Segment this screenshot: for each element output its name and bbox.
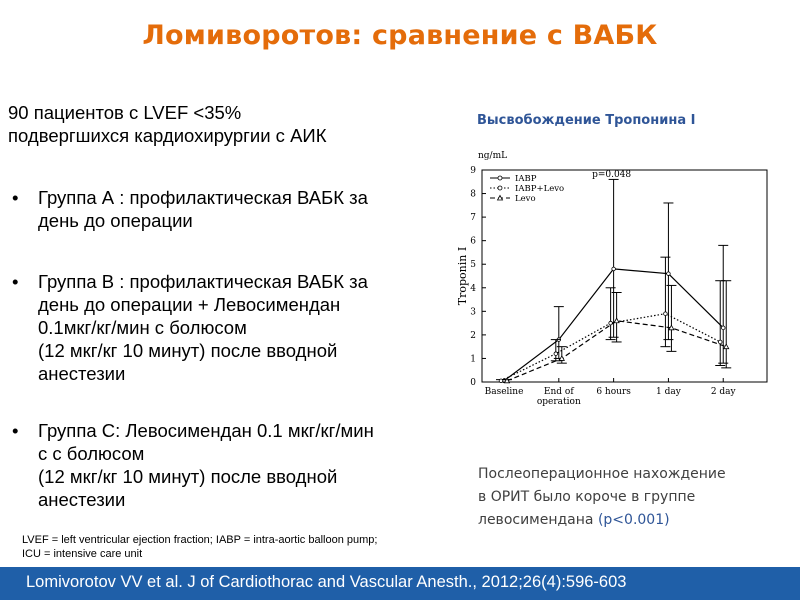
intro-line-1: 90 пациентов с LVEF <35% [8, 102, 242, 123]
data-point [614, 318, 619, 323]
legend-marker [498, 176, 502, 180]
outcome-text: левосимендана [478, 512, 598, 528]
y-tick-label: 3 [470, 307, 476, 318]
footnote-line-2: ICU = intensive care unit [22, 548, 143, 560]
legend-label: IABP [515, 174, 537, 184]
troponin-chart [452, 142, 782, 442]
bullet-dot: • [12, 271, 19, 292]
x-tick-label: 6 hours [596, 387, 631, 397]
x-tick-label: Baseline [484, 387, 524, 397]
bullet-line: анестезии [38, 489, 126, 510]
bullet-line: Группа А : профилактическая ВАБК за [38, 187, 368, 208]
bullet-text [38, 419, 450, 511]
intro-line-2: подвергшихся кардиохирургии с АИК [8, 125, 327, 146]
study-intro [8, 101, 448, 147]
bullet-text [38, 186, 450, 232]
x-tick-label: 1 day [656, 387, 681, 397]
data-point [609, 321, 613, 325]
bullet-dot: • [12, 187, 19, 208]
x-tick-label: operation [536, 397, 581, 407]
y-axis-label: Troponin I [456, 246, 469, 306]
abbreviation-footnote [22, 533, 442, 561]
bullet-line: с с болюсом [38, 443, 145, 464]
y-tick-label: 8 [470, 189, 476, 200]
y-tick-label: 4 [470, 283, 476, 294]
legend-marker [498, 186, 502, 190]
footnote-line-1: LVEF = left ventricular ejection fraction; IABP = intra-aortic balloon pump; [22, 534, 378, 546]
data-point [721, 326, 725, 330]
legend-label: Levo [515, 194, 536, 204]
data-point [612, 267, 616, 271]
y-tick-label: 2 [470, 330, 476, 341]
y-tick-label: 1 [470, 354, 476, 365]
chart-title: Высвобождение Тропонина I [477, 113, 696, 128]
bullet-line: Группа B : профилактическая ВАБК за [38, 271, 368, 292]
citation-bar [0, 567, 800, 600]
data-point [554, 352, 558, 356]
bullet-dot: • [12, 420, 19, 441]
bullet-line: 0.1мкг/кг/мин с болюсом [38, 317, 247, 338]
bullet-line: день до операции [38, 210, 193, 231]
citation-text: Lomivorotov VV et al. J of Cardiothorac and Vascular Anesth., 2012;26(4):596-603 [26, 573, 627, 591]
outcome-note [478, 463, 778, 532]
legend-label: IABP+Levo [515, 184, 565, 194]
bullet-text [38, 270, 450, 385]
bullet-line: (12 мкг/кг 10 минут) после вводной [38, 340, 338, 361]
chart-annotation: p=0.048 [592, 170, 632, 181]
y-tick-label: 6 [470, 236, 476, 247]
y-tick-label: 7 [470, 213, 476, 224]
data-point [667, 272, 671, 276]
data-point [718, 340, 722, 344]
y-unit-label: ng/mL [478, 151, 508, 161]
data-point [724, 344, 729, 349]
slide-title: Ломиворотов: сравнение с ВАБК [142, 20, 658, 51]
x-tick-label: End of [543, 387, 574, 397]
bullet-line: Группа С: Левосимендан 0.1 мкг/кг/мин [38, 420, 374, 441]
bullet-line: анестезии [38, 363, 126, 384]
data-point [664, 312, 668, 316]
outcome-line-2: в ОРИТ было короче в группе [478, 489, 696, 505]
outcome-line-1: Послеоперационное нахождение [478, 466, 726, 482]
outcome-line-3 [478, 509, 778, 532]
x-tick-label: 2 day [710, 387, 736, 397]
p-value: (p<0.001) [597, 512, 670, 528]
bullet-line: день до операции + Левосимендан [38, 294, 341, 315]
y-tick-label: 9 [470, 166, 476, 176]
y-tick-label: 0 [470, 378, 476, 388]
y-tick-label: 5 [470, 260, 476, 271]
bullet-line: (12 мкг/кг 10 минут) после вводной [38, 466, 338, 487]
